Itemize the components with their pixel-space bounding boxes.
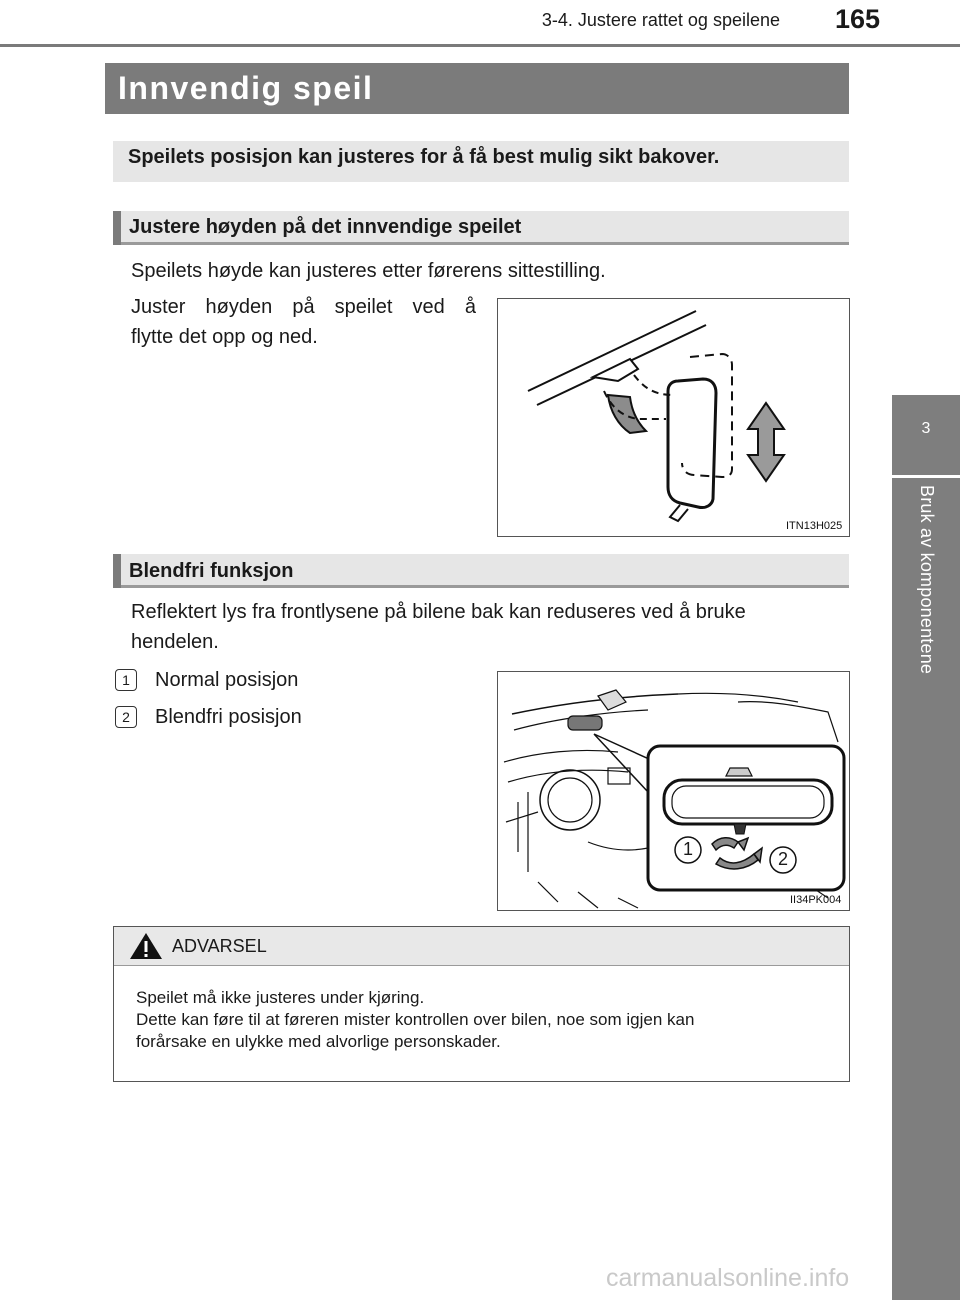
figure-code-antiglare: II34PK004 [790,894,842,906]
header-rule [0,44,960,47]
subheading-marker-height [113,211,121,245]
height-text-line1: Speilets høyde kan justeres etter førerens sittestilling. [131,260,606,282]
item-badge-2: 2 [115,706,137,728]
item-badge-1: 1 [115,669,137,691]
warning-line2: Dette kan føre til at føreren mister kontrollen over bilen, noe som igjen kan [136,1010,695,1029]
callout-label-1: 1 [682,839,693,859]
chapter-number: 3 [921,420,931,437]
warning-triangle-icon [128,931,164,961]
page-number: 165 [834,4,880,34]
subheading-marker-antiglare [113,554,121,588]
height-text-line2b: flytte det opp og ned. [131,326,318,348]
antiglare-illustration [498,672,849,910]
warning-title: ADVARSEL [172,936,267,956]
figure-antiglare [497,671,850,911]
figure-code-height: ITN13H025 [786,520,843,532]
warning-line1: Speilet må ikke justeres under kjøring. [136,988,425,1007]
callout-label-2: 2 [777,849,788,869]
subheading-height: Justere høyden på det innvendige speilet [129,216,522,238]
item-label-normal: Normal posisjon [155,669,299,691]
antiglare-text-line2: hendelen. [131,631,219,653]
header-section-title: 3-4. Justere rattet og speilene [541,10,780,30]
warning-text [136,987,836,1053]
subheading-antiglare: Blendfri funksjon [129,560,294,582]
figure-mirror-height [497,298,850,537]
mirror-height-illustration [498,299,849,536]
antiglare-text-line1: Reflektert lys fra frontlysene på bilene bak kan reduseres ved å bruke [131,601,746,623]
item-label-antiglare: Blendfri posisjon [155,706,302,728]
intro-text: Speilets posisjon kan justeres for å få best mulig sikt bakover. [128,146,720,168]
watermark: carmanualsonline.info [606,1264,850,1292]
height-text-line2a: Juster høyden på speilet ved å [131,296,476,318]
chapter-title: Bruk av komponentene [917,485,937,675]
warning-line3: forårsake en ulykke med alvorlige personskader. [136,1032,501,1051]
page-title: Innvendig speil [118,70,374,106]
